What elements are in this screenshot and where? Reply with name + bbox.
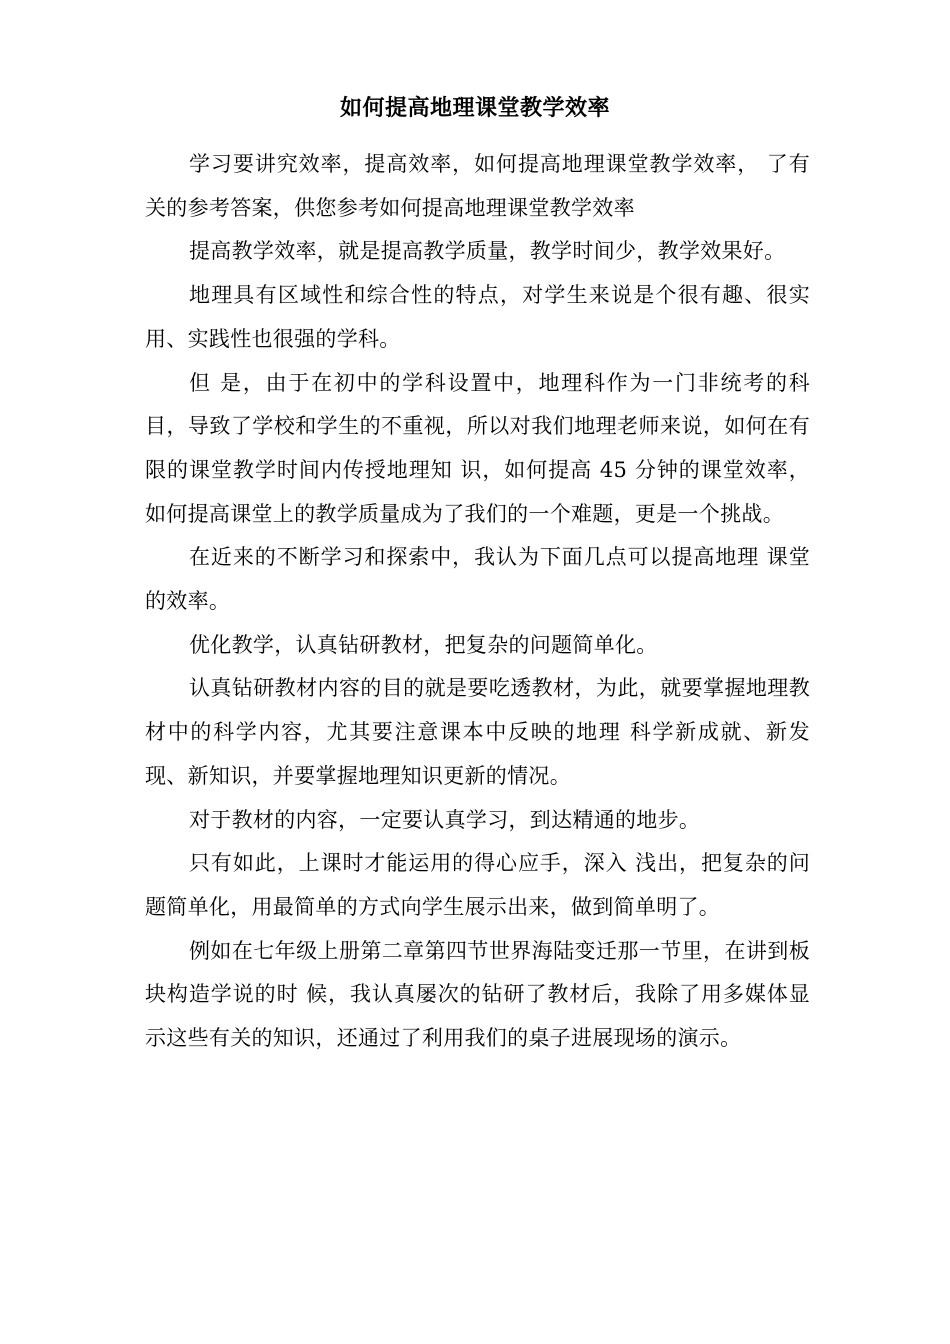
paragraph-9: 只有如此，上课时才能运用的得心应手，深入 浅出，把复杂的问题简单化，用最简单的方式向学生展示出来，做到简单明了。 (145, 851, 810, 919)
paragraph-10: 例如在七年级上册第二章第四节世界海陆变迁那一节里，在讲到板块构造学说的时 候，我认真屡次的钻研了教材后，我除了用多媒体显示这些有关的知识，还通过了利用我们的桌子进展现场的演示。 (145, 938, 810, 1051)
paragraph-3: 地理具有区域性和综合性的特点，对学生来说是个很有趣、很实用、实践性也很强的学科。 (145, 283, 810, 351)
paragraph-6: 优化教学，认真钻研教材，把复杂的问题简单化。 (189, 632, 658, 657)
document-body (145, 143, 810, 1061)
paragraph-8: 对于教材的内容，一定要认真学习，到达精通的地步。 (189, 807, 701, 832)
document-title: 如何提高地理课堂教学效率 (339, 95, 610, 121)
paragraph-4: 但 是，由于在初中的学科设置中，地理科作为一门非统考的科目，导致了学校和学生的不重视，所以对我们地理老师来说，如何在有限的课堂教学时间内传授地理知 识，如何提高 45 分钟的课堂效率，如何提高课堂上的教学质量成为了我们的一个难题，更是一个挑战。 (145, 370, 810, 526)
paragraph-1: 学习要讲究效率，提高效率，如何提高地理课堂教学效率， 了有关的参考答案，供您参考如何提高地理课堂教学效率 (145, 152, 810, 220)
paragraph-5: 在近来的不断学习和探索中，我认为下面几点可以提高地理 课堂的效率。 (145, 545, 810, 614)
paragraph-7: 认真钻研教材内容的目的就是要吃透教材，为此，就要掌握地理教材中的科学内容，尤其要注意课本中反映的地理 科学新成就、新发现、新知识，并要掌握地理知识更新的情况。 (145, 676, 810, 788)
paragraph-2: 提高教学效率，就是提高教学质量，教学时间少，教学效果好。 (189, 239, 786, 264)
